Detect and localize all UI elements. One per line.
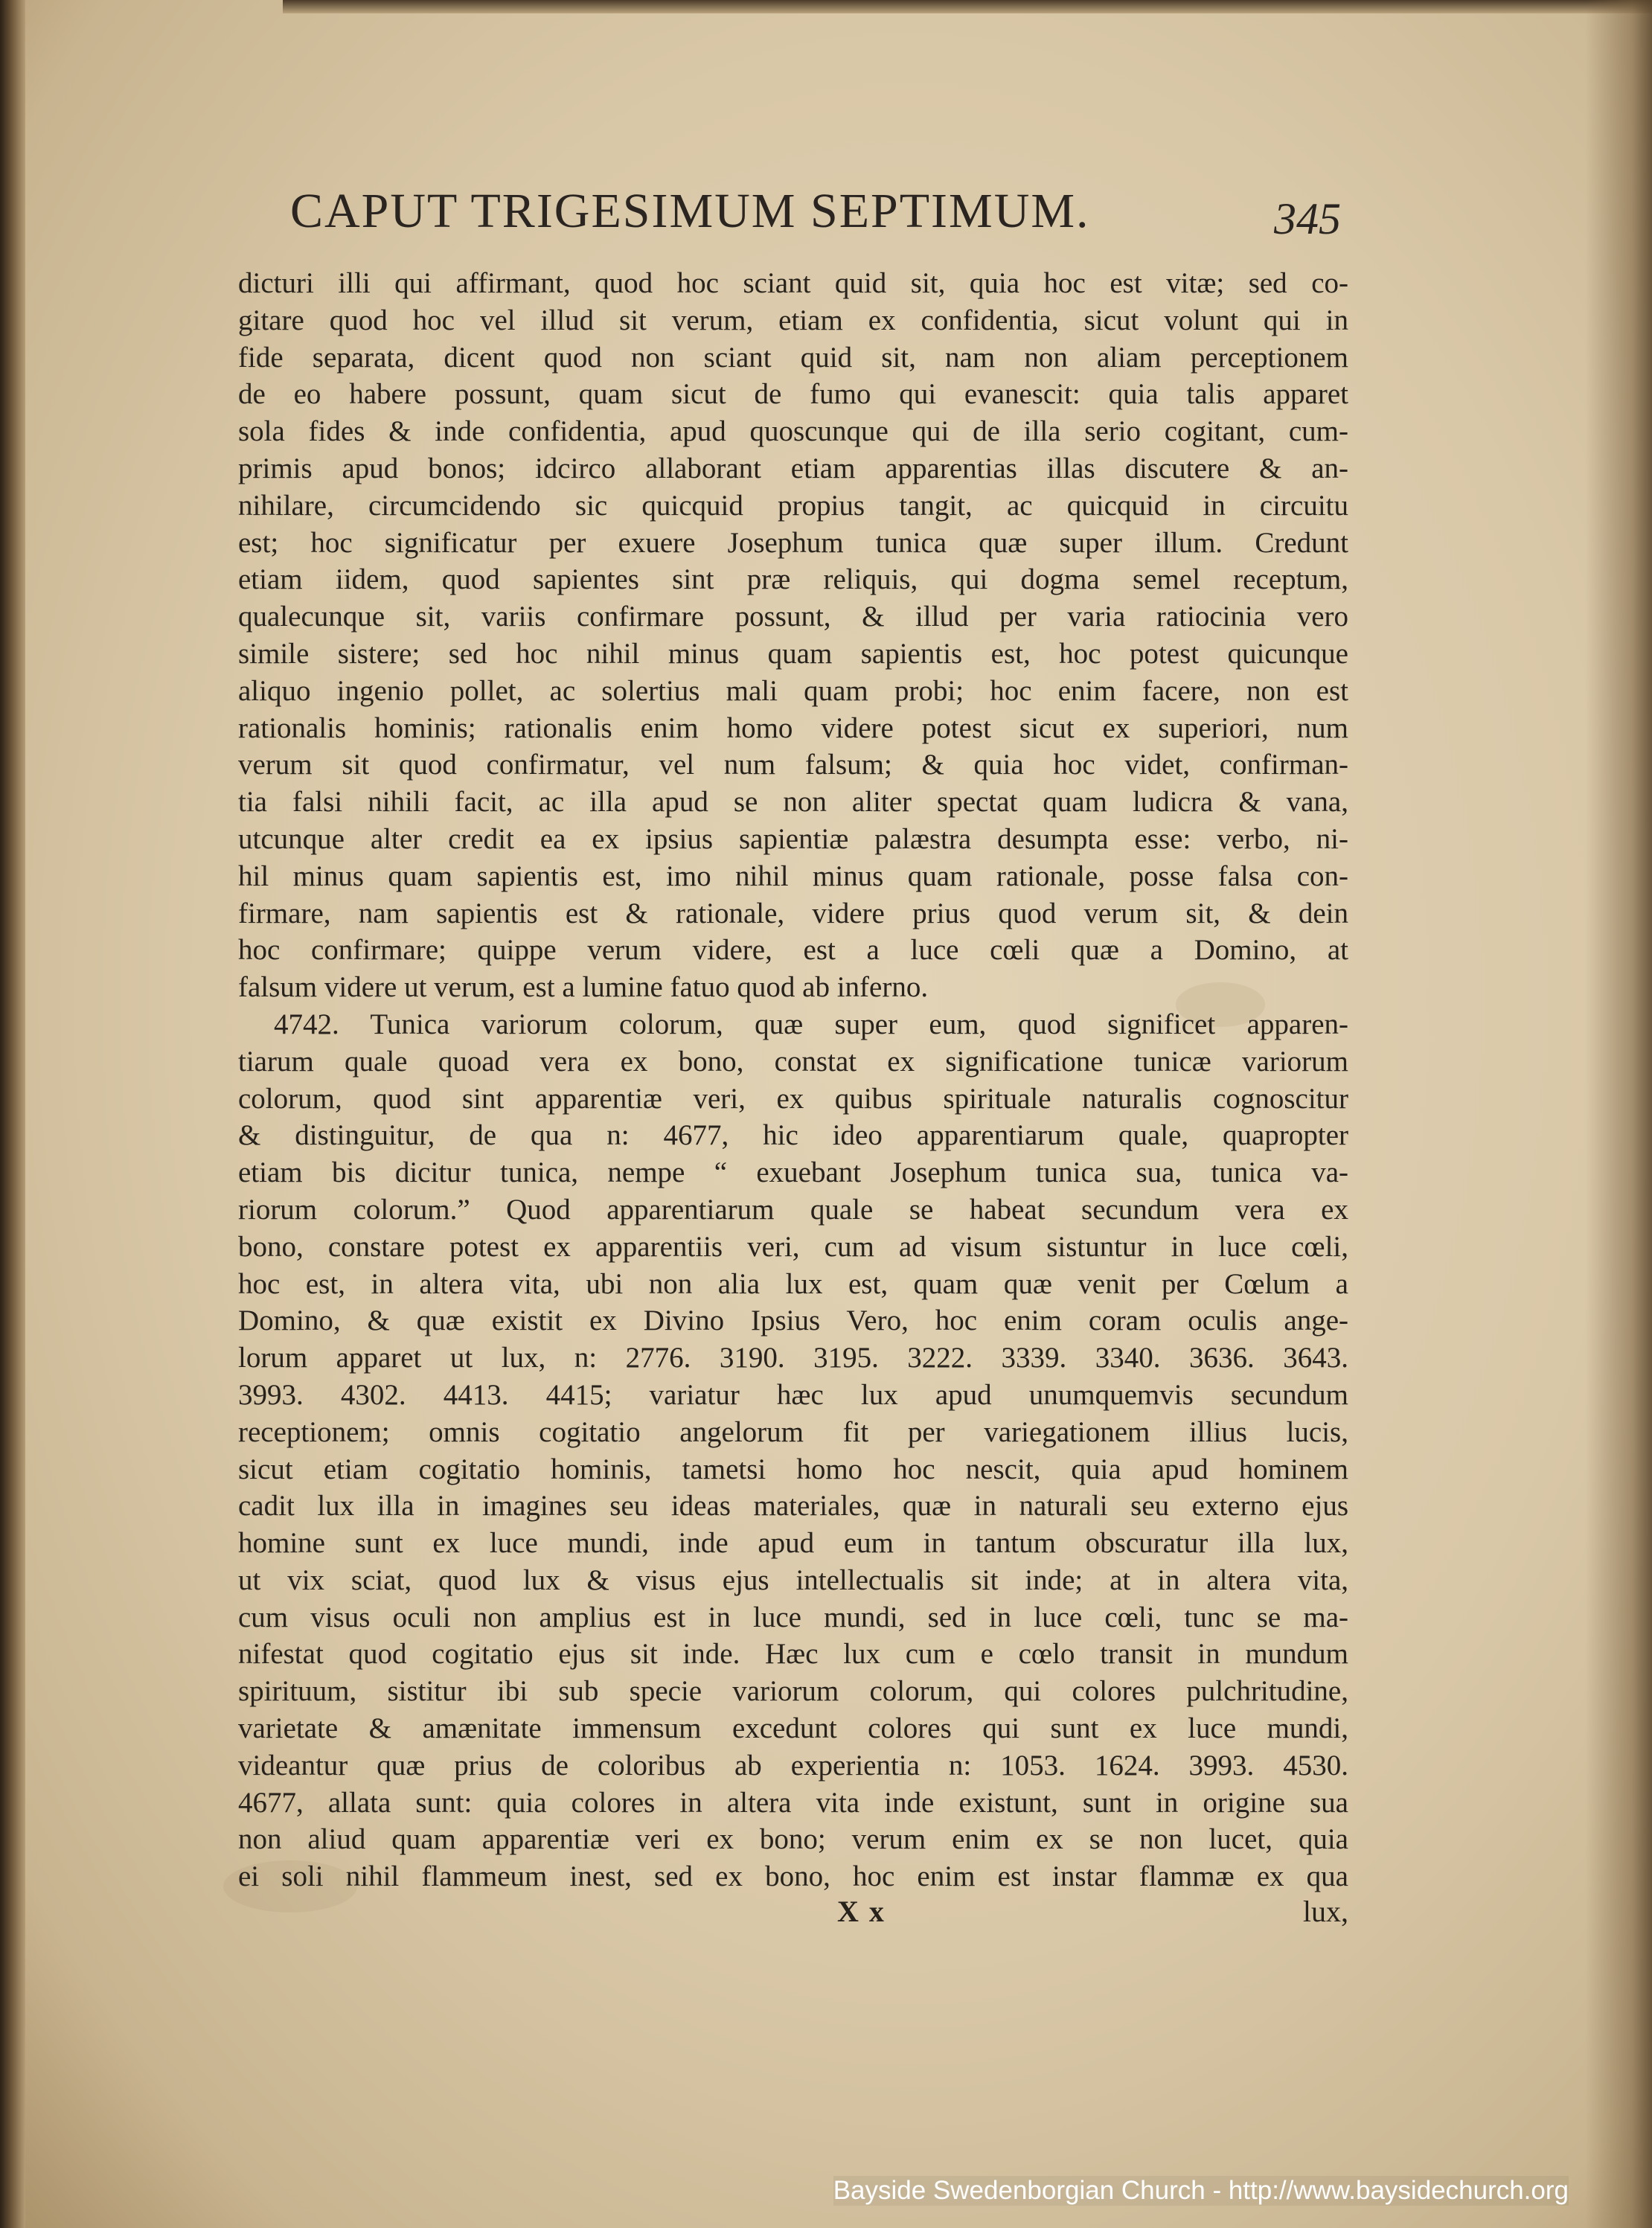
text-line: est; hoc significatur per exuere Josephum tunica quæ super illum. Credunt — [238, 526, 1348, 559]
text-line: 3993. 4302. 4413. 4415; variatur hæc lux apud unumquemvis secundum — [238, 1378, 1348, 1411]
page-right-edge — [1585, 0, 1652, 2228]
text-line: colorum, quod sint apparentiæ veri, ex quibus spirituale naturalis cognoscitur — [238, 1082, 1348, 1115]
text-line: tiarum quale quoad vera ex bono, constat ex significatione tunicæ variorum — [238, 1045, 1348, 1078]
text-line: firmare, nam sapientis est & rationale, videre prius quod verum sit, & dein — [238, 897, 1348, 929]
text-line: Domino, & quæ existit ex Divino Ipsius Vero, hoc enim coram oculis ange- — [238, 1305, 1348, 1337]
book-gutter — [0, 0, 25, 2228]
page-number: 345 — [1274, 194, 1341, 243]
text-line: videantur quæ prius de coloribus ab experientia n: 1053. 1624. 3993. 4530. — [238, 1749, 1348, 1782]
body-text — [238, 265, 1348, 1895]
text-line: lorum apparet ut lux, n: 2776. 3190. 3195. 3222. 3339. 3340. 3636. 3643. — [238, 1342, 1348, 1374]
text-line: hil minus quam sapientis est, imo nihil minus quam rationale, posse falsa con- — [238, 859, 1348, 892]
text-line: dicturi illi qui affirmant, quod hoc sciant quid sit, quia hoc est vitæ; sed co- — [238, 267, 1348, 299]
page-footer — [238, 1894, 1348, 1939]
text-line: falsum videre ut verum, est a lumine fatuo quod ab inferno. — [238, 971, 929, 1004]
text-line: ut vix sciat, quod lux & visus ejus intellectualis sit inde; at in altera vita, — [238, 1563, 1348, 1596]
text-line: cadit lux illa in imagines seu ideas materiales, quæ in naturali seu externo ejus — [238, 1490, 1348, 1523]
text-line: sola fides & inde confidentia, apud quoscunque qui de illa serio cogitant, cum- — [238, 415, 1348, 448]
text-line: spirituum, sistitur ibi sub specie variorum colorum, qui colores pulchritudine, — [238, 1675, 1348, 1708]
text-line: non aliud quam apparentiæ veri ex bono; verum enim ex se non lucet, quia — [238, 1823, 1348, 1856]
page-header — [290, 183, 1362, 250]
text-line: qualecunque sit, variis confirmare possunt, & illud per varia ratiocinia vero — [238, 601, 1348, 633]
text-line: tia falsi nihili facit, ac illa apud se non aliter spectat quam ludicra & vana, — [238, 786, 1348, 819]
text-line: aliquo ingenio pollet, ac solertius mali quam probi; hoc enim facere, non est — [238, 674, 1348, 707]
text-line: homine sunt ex luce mundi, inde apud eum in tantum obscuratur illa lux, — [238, 1527, 1348, 1560]
text-line: receptionem; omnis cogitatio angelorum fit per variegationem illius lucis, — [238, 1415, 1348, 1448]
text-line: verum sit quod confirmatur, vel num falsum; & quia hoc videt, confirman- — [238, 749, 1348, 781]
text-line: cum visus oculi non amplius est in luce mundi, sed in luce cœli, tunc se ma- — [238, 1601, 1348, 1633]
text-line: de eo habere possunt, quam sicut de fumo qui evanescit: quia talis apparet — [238, 378, 1348, 411]
text-line: bono, constare potest ex apparentiis veri, cum ad visum sistuntur in luce cœli, — [238, 1230, 1348, 1263]
paragraph-start-line: 4742. Tunica variorum colorum, quæ super eum, quod significet apparen- — [274, 1008, 1348, 1040]
text-line: fide separata, dicent quod non sciant quid sit, nam non aliam perceptionem — [238, 341, 1348, 374]
text-line: etiam iidem, quod sapientes sint præ reliquis, qui dogma semel receptum, — [238, 563, 1348, 596]
running-title: CAPUT TRIGESIMUM SEPTIMUM. — [290, 184, 1090, 238]
text-line: hoc est, in altera vita, ubi non alia lux est, quam quæ venit per Cœlum a — [238, 1267, 1348, 1300]
text-line: nihilare, circumcidendo sic quicquid propius tangit, ac quicquid in circuitu — [238, 489, 1348, 522]
text-line: etiam bis dicitur tunica, nempe “ exuebant Josephum tunica sua, tunica va- — [238, 1156, 1348, 1189]
text-line: simile sistere; sed hoc nihil minus quam sapientis est, hoc potest quicunque — [238, 637, 1348, 670]
text-line: riorum colorum.” Quod apparentiarum quale se habeat secundum vera ex — [238, 1193, 1348, 1226]
text-line: hoc confirmare; quippe verum videre, est a luce cœli quæ a Domino, at — [238, 934, 1348, 967]
text-line: primis apud bonos; idcirco allaborant etiam apparentias illas discutere & an- — [238, 452, 1348, 484]
watermark-text: Bayside Swedenborgian Church - http://www.baysidechurch.org — [833, 2176, 1569, 2205]
text-line: gitare quod hoc vel illud sit verum, etiam ex confidentia, sicut volunt qui in — [238, 304, 1348, 336]
text-line: & distinguitur, de qua n: 4677, hic ideo apparentiarum quale, quapropter — [238, 1119, 1348, 1152]
text-line: rationalis hominis; rationalis enim homo videre potest sicut ex superiori, num — [238, 711, 1348, 744]
signature-mark: X x — [837, 1895, 886, 1928]
text-line: ei soli nihil flammeum inest, sed ex bono, hoc enim est instar flammæ ex qua — [238, 1860, 1348, 1893]
text-line: varietate & amænitate immensum excedunt colores qui sunt ex luce mundi, — [238, 1712, 1348, 1745]
page-top-edge — [283, 0, 1652, 13]
text-line: sicut etiam cogitatio hominis, tametsi homo hoc nescit, quia apud hominem — [238, 1453, 1348, 1485]
text-line: utcunque alter credit ea ex ipsius sapientiæ palæstra desumpta esse: verbo, ni- — [238, 822, 1348, 855]
text-line: 4677, allata sunt: quia colores in altera vita inde existunt, sunt in origine sua — [238, 1786, 1348, 1819]
text-line: nifestat quod cogitatio ejus sit inde. Hæc lux cum e cœlo transit in mundum — [238, 1638, 1348, 1671]
catchword: lux, — [1302, 1895, 1348, 1928]
